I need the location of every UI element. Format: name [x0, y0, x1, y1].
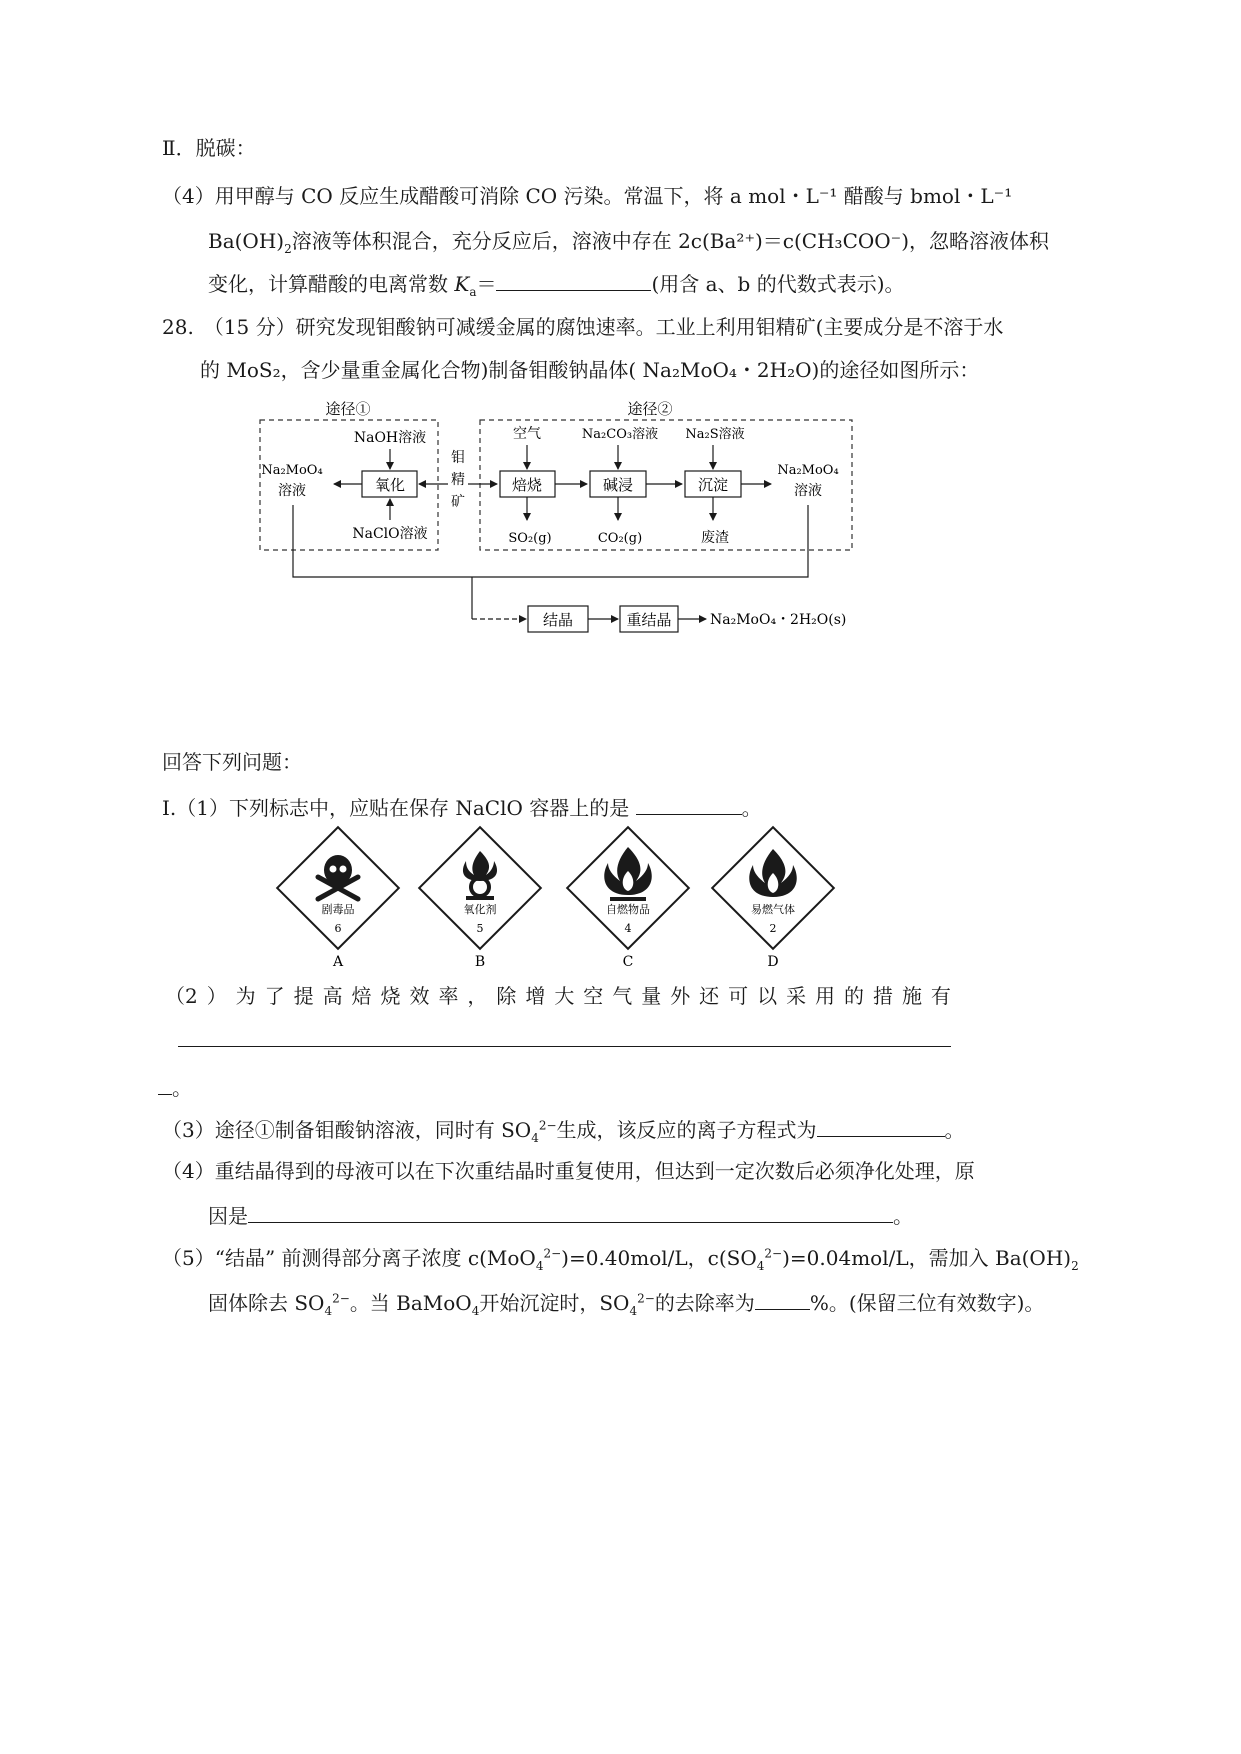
naoh-solution-label: NaOH溶液 — [353, 430, 427, 446]
q4-line1: （4）用甲醇与 CO 反应生成醋酸可消除 CO 污染。常温下，将 a mol・L⁻¹ 醋酸与 bmol・L⁻¹ — [162, 184, 1013, 208]
q2-line1: （2 ） 为 了 提 高 焙 烧 效 率 ， 除 增 大 空 气 量 外 还 可 以 采 用 的 措 施 有 — [165, 984, 951, 1008]
sign-d-letter: D — [767, 954, 779, 970]
q28-line1: 28. （15 分）研究发现钼酸钠可减缓金属的腐蚀速率。工业上利用钼精矿(主要成分是不溶于水 — [162, 315, 1004, 339]
sign-b-name: 氧化剂 — [463, 903, 497, 916]
answer-blank — [496, 268, 651, 291]
naclo-solution-label: NaClO溶液 — [352, 526, 428, 542]
answer-blank — [158, 1072, 172, 1095]
process-flow-diagram — [250, 395, 870, 640]
recrystallize-label: 重结晶 — [626, 611, 672, 629]
sign-a-letter: A — [332, 954, 344, 970]
sign-d-name: 易燃气体 — [751, 903, 795, 916]
ore-char-2: 精 — [451, 472, 465, 488]
alkali-leach-label: 碱浸 — [602, 476, 634, 494]
roast-label: 焙烧 — [511, 476, 543, 494]
sign-b-number: 5 — [476, 922, 484, 935]
ore-char-1: 钼 — [451, 450, 465, 466]
sign-b — [419, 827, 541, 970]
q4-line2: $Ba(OH)_2$溶液等体积混合，充分反应后，溶液中存在 2c(Ba²⁺)＝c(CH₃COO⁻)，忽略溶液体积 — [208, 229, 1050, 256]
waste-label: 废渣 — [701, 530, 729, 546]
precipitate-label: 沉淀 — [697, 476, 729, 494]
q5-line1: （5）“结晶” 前测得部分离子浓度 c(MoO$_4^{2-}$)=0.40mol/L，$c(SO_4^{2-})=0.04mol/L$，需加入 $Ba(OH)_2$ — [162, 1246, 1079, 1273]
q2-line3: 。 — [158, 1072, 192, 1102]
sign-d — [712, 827, 834, 970]
co2-label: CO₂(g) — [597, 531, 643, 546]
sign-a — [277, 827, 399, 970]
air-label: 空气 — [513, 426, 541, 442]
answer-blank — [636, 792, 742, 815]
answer-blank — [817, 1114, 945, 1137]
route2-label: 途径② — [627, 400, 673, 418]
route1-label: 途径① — [325, 400, 371, 418]
sign-b-letter: B — [474, 954, 486, 970]
answer-blank — [248, 1200, 893, 1223]
sign-c-number: 4 — [624, 922, 632, 935]
na2s-solution-label: Na₂S溶液 — [685, 427, 745, 442]
product-label: Na₂MoO₄・2H₂O(s) — [710, 612, 847, 628]
na2moo4-right-solution: 溶液 — [794, 483, 822, 499]
answer-intro: 回答下列问题： — [162, 750, 302, 774]
q2-answer-line — [178, 1046, 951, 1047]
section-ii-title: Ⅱ．脱碳： — [162, 136, 256, 160]
hazard-signs — [270, 825, 850, 973]
sign-a-number: 6 — [334, 922, 342, 935]
na2moo4-right-formula: Na₂MoO₄ — [777, 463, 839, 478]
sign-c — [567, 827, 689, 970]
na2moo4-left-solution: 溶液 — [278, 483, 306, 499]
q3-line: （3）途径①制备钼酸钠溶液，同时有 $SO_4^{2-}$生成，该反应的离子方程式为 。 — [162, 1114, 965, 1144]
so2-label: SO₂(g) — [508, 531, 552, 546]
na2moo4-left-formula: Na₂MoO₄ — [261, 463, 323, 478]
crystallize-label: 结晶 — [542, 611, 574, 629]
q4b-line2: 因是 。 — [208, 1200, 913, 1230]
sign-a-name: 剧毒品 — [321, 903, 355, 916]
q28-line2: 的 MoS₂，含少量重金属化合物)制备钼酸钠晶体( Na₂MoO₄・2H₂O)的途径如图所示： — [200, 358, 980, 382]
oxidize-label: 氧化 — [374, 476, 406, 494]
part-i-q1: Ⅰ.（1）下列标志中，应贴在保存 NaClO 容器上的是 。 — [162, 792, 762, 822]
answer-blank — [755, 1287, 810, 1310]
sign-c-letter: C — [622, 954, 634, 970]
q5-line2: 固体除去 $SO_4^{2-}$。当 BaMoO$_4$开始沉淀时，$SO_4^{2-}$的去除率为 %。(保留三位有效数字)。 — [208, 1287, 1044, 1317]
q4-line3: 变化，计算醋酸的电离常数 $K_a=$ (用含 a、b 的代数式表示)。 — [208, 268, 905, 298]
sign-d-number: 2 — [769, 922, 777, 935]
na2co3-solution-label: Na₂CO₃溶液 — [581, 427, 659, 442]
ore-char-3: 矿 — [451, 494, 465, 510]
sign-c-name: 自燃物品 — [606, 903, 650, 916]
q4b-line1: （4）重结晶得到的母液可以在下次重结晶时重复使用，但达到一定次数后必须净化处理，原 — [162, 1159, 975, 1183]
